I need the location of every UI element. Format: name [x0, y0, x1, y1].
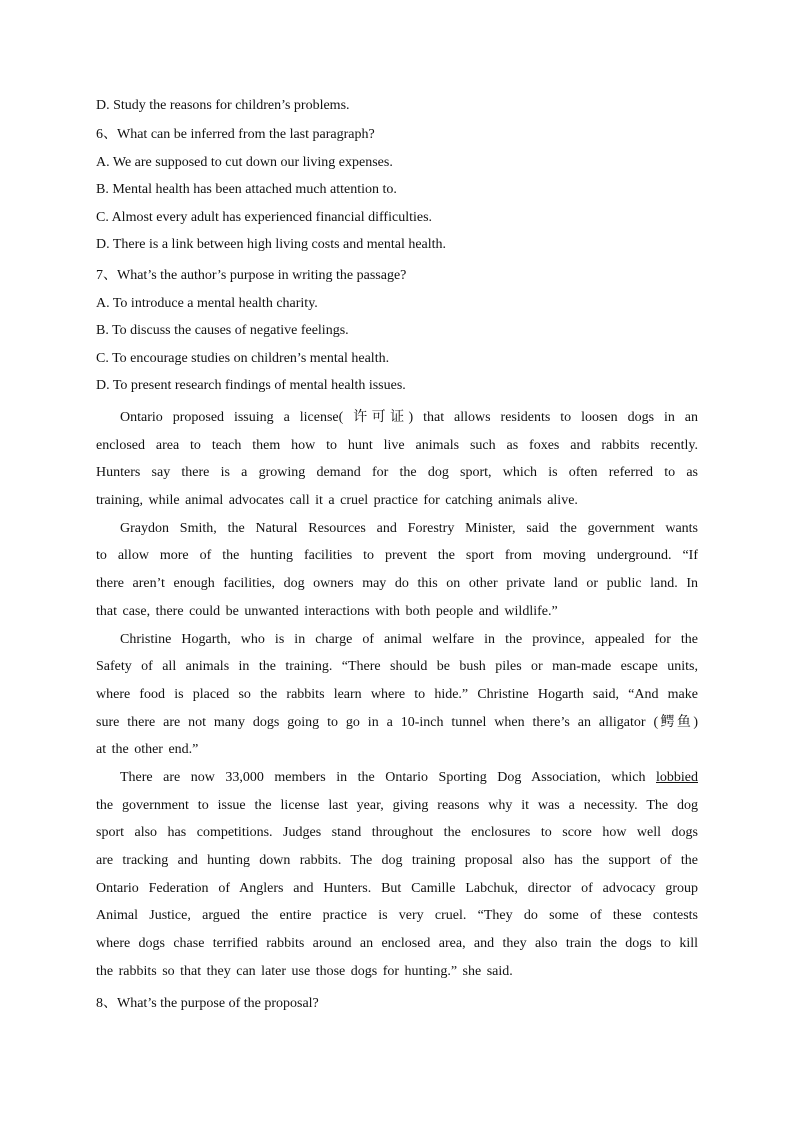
paragraph-line: are tracking and hunting down rabbits. The dog training proposal also has the support of the [96, 853, 698, 868]
paragraph-line: the rabbits so that they can later use those dogs for hunting.” she said. [96, 963, 513, 979]
paragraph-line: sport also has competitions. Judges stand throughout the enclosures to score how well dogs [96, 825, 698, 841]
paragraph-line: there aren’t enough facilities, dog owners may do this on other private land or public land. In [96, 576, 698, 592]
paragraph-line: enclosed area to teach them how to hunt live animals such as foxes and rabbits recently. [96, 437, 698, 453]
paragraph-3 [96, 626, 698, 764]
paragraph-line: Hunters say there is a growing demand for the dog sport, which is often referred to as [96, 465, 698, 481]
paragraph-line: Animal Justice, argued the entire practice is very cruel. “They do some of these contests [96, 908, 698, 924]
paragraph-1 [96, 404, 698, 515]
paragraph-line: where dogs chase terrified rabbits around an enclosed area, and they also train the dogs to kill [96, 936, 698, 952]
question-text: 7、What’s the author’s purpose in writing the passage? [96, 268, 407, 283]
paragraph-line: to allow more of the hunting facilities to prevent the sport from moving underground. “If [96, 548, 698, 564]
question-text: 8、What’s the purpose of the proposal? [96, 996, 319, 1011]
question-6 [96, 121, 698, 259]
paragraph-4 [96, 764, 698, 986]
text-span: There are now 33,000 members in the Ontario Sporting Dog Association, which [120, 769, 656, 785]
option-b: B. To discuss the causes of negative feelings. [96, 323, 349, 339]
question-8 [96, 990, 698, 1018]
option-a: A. To introduce a mental health charity. [96, 296, 318, 311]
underlined-word: lobbied [656, 769, 698, 785]
paragraph-line: sure there are not many dogs going to go in a 10-inch tunnel when there’s an alligator (鳄鱼) [96, 714, 698, 730]
paragraph-line: that case, there could be unwanted interactions with both people and wildlife.” [96, 603, 558, 619]
paragraph-line: Ontario proposed issuing a license( 许可证) that allows residents to loosen dogs in an [120, 410, 698, 425]
paragraph-line: training, while animal advocates call it a cruel practice for catching animals alive. [96, 493, 578, 509]
question-5-tail [96, 92, 698, 120]
question-7 [96, 262, 698, 400]
paragraph-line: where food is placed so the rabbits learn where to hide.” Christine Hogarth said, “And make [96, 686, 698, 702]
paragraph-line: Ontario Federation of Anglers and Hunters. But Camille Labchuk, director of advocacy group [96, 880, 698, 896]
option-a: A. We are supposed to cut down our living expenses. [96, 155, 393, 170]
paragraph-line: Safety of all animals in the training. “There should be bush piles or man-made escape units, [96, 659, 698, 675]
paragraph-line: Christine Hogarth, who is in charge of animal welfare in the province, appealed for the [120, 631, 698, 647]
option-c: C. To encourage studies on children’s mental health. [96, 350, 390, 366]
paragraph-2 [96, 515, 698, 626]
paragraph-line [96, 764, 698, 792]
paragraph-line: at the other end.” [96, 742, 199, 758]
option-c: C. Almost every adult has experienced financial difficulties. [96, 209, 433, 225]
option-d: D. To present research findings of mental health issues. [96, 378, 406, 394]
option-d: D. Study the reasons for children’s problems. [96, 98, 350, 113]
question-text: 6、What can be inferred from the last paragraph? [96, 127, 375, 142]
paragraph-line: the government to issue the license last year, giving reasons why it was a necessity. The dog [96, 797, 698, 813]
paragraph-line: Graydon Smith, the Natural Resources and Forestry Minister, said the government wants [120, 520, 698, 536]
passage [96, 404, 698, 985]
option-d: D. There is a link between high living costs and mental health. [96, 237, 447, 253]
option-b: B. Mental health has been attached much attention to. [96, 182, 397, 198]
